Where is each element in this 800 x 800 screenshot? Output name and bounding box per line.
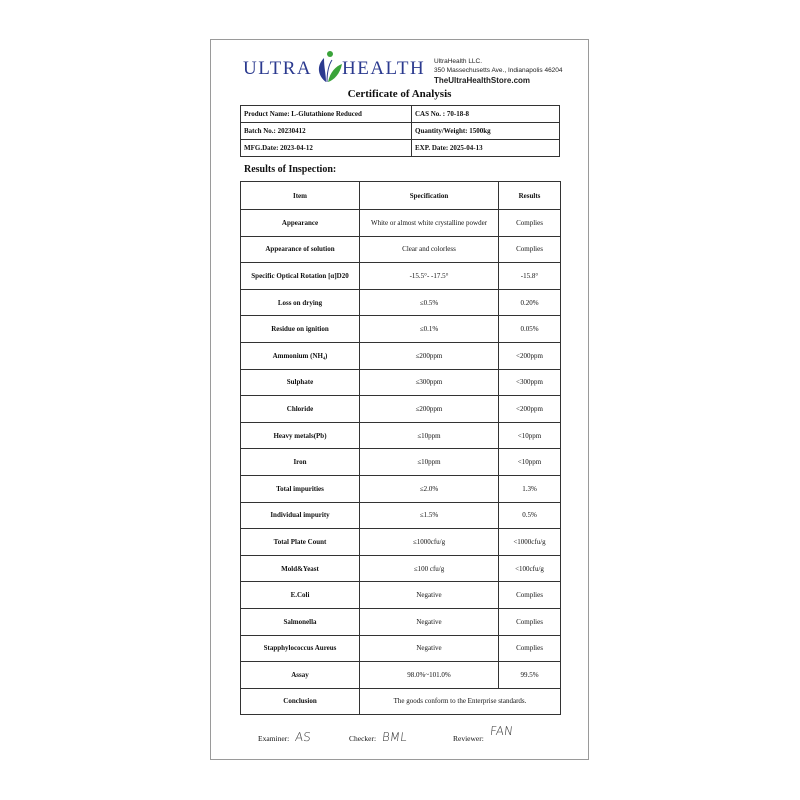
inspection-item: E.Coli <box>241 582 360 609</box>
inspection-specification: Negative <box>360 635 499 662</box>
inspection-specification: ≤100 cfu/g <box>360 555 499 582</box>
inspection-specification: ≤2.0% <box>360 475 499 502</box>
document-title: Certificate of Analysis <box>347 88 452 100</box>
table-row <box>241 555 561 582</box>
checker-label: Checker: <box>349 734 377 743</box>
inspection-result: Complies <box>499 635 561 662</box>
inspection-result: <100cfu/g <box>499 555 561 582</box>
table-row <box>241 289 561 316</box>
inspection-item: Salmonella <box>241 608 360 635</box>
inspection-item: Total impurities <box>241 475 360 502</box>
quantity-weight: Quantity/Weight: 1500kg <box>412 123 560 140</box>
table-row <box>241 635 561 662</box>
inspection-specification: ≤0.1% <box>360 316 499 343</box>
inspection-item: Individual impurity <box>241 502 360 529</box>
company-website: TheUltraHealthStore.com <box>434 76 531 85</box>
inspection-specification: 98.0%~101.0% <box>360 662 499 689</box>
table-row <box>241 475 561 502</box>
inspection-item: Stapphylococcus Aureus <box>241 635 360 662</box>
table-row <box>241 502 561 529</box>
checker-signature <box>349 728 407 746</box>
inspection-result: Complies <box>499 210 561 237</box>
inspection-item: Mold&Yeast <box>241 555 360 582</box>
company-address: 350 Massechusetts Ave., Indianapolis 46204 <box>434 66 563 74</box>
company-info <box>434 58 563 86</box>
inspection-item: Ammonium (NH₄) <box>241 342 360 369</box>
company-name: UltraHealth LLC. <box>434 58 483 65</box>
product-name: Product Name: L-Glutathione Reduced <box>241 106 412 123</box>
table-row <box>241 369 561 396</box>
inspection-specification: ≤1000cfu/g <box>360 529 499 556</box>
inspection-result: <10ppm <box>499 449 561 476</box>
table-row <box>241 316 561 343</box>
inspection-specification: ≤300ppm <box>360 369 499 396</box>
product-info-table <box>240 105 560 157</box>
inspection-item: Assay <box>241 662 360 689</box>
examiner-label: Examiner: <box>258 734 290 743</box>
checker-sign: BML <box>381 730 408 744</box>
inspection-result: 1.3% <box>499 475 561 502</box>
reviewer-sign: FAN <box>489 724 514 738</box>
examiner-sign: AS <box>294 730 312 744</box>
inspection-result: Complies <box>499 608 561 635</box>
table-row <box>241 342 561 369</box>
inspection-result: <300ppm <box>499 369 561 396</box>
inspection-item: Residue on ignition <box>241 316 360 343</box>
table-row <box>241 608 561 635</box>
mfg-date: MFG.Date: 2023-04-12 <box>241 140 412 157</box>
inspection-item: Appearance <box>241 210 360 237</box>
table-row <box>241 396 561 423</box>
inspection-item: Specific Optical Rotation [α]D20 <box>241 263 360 290</box>
inspection-item: Total Plate Count <box>241 529 360 556</box>
cas-number: CAS No. : 70-18-8 <box>412 106 560 123</box>
inspection-result: -15.8° <box>499 263 561 290</box>
inspection-result: <1000cfu/g <box>499 529 561 556</box>
column-header-item: Item <box>241 182 360 210</box>
inspection-specification: ≤10ppm <box>360 449 499 476</box>
logo-text-health: HEALTH <box>342 58 426 79</box>
inspection-specification: Negative <box>360 582 499 609</box>
inspection-specification: Clear and colorless <box>360 236 499 263</box>
reviewer-signature <box>453 724 514 746</box>
inspection-specification: ≤0.5% <box>360 289 499 316</box>
inspection-specification: Negative <box>360 608 499 635</box>
inspection-result: Complies <box>499 236 561 263</box>
inspection-result: <10ppm <box>499 422 561 449</box>
conclusion-text: The goods conform to the Enterprise standards. <box>360 688 561 715</box>
table-row <box>241 236 561 263</box>
table-row <box>241 263 561 290</box>
batch-number: Batch No.: 20230412 <box>241 123 412 140</box>
reviewer-label: Reviewer: <box>453 734 484 743</box>
leaf-logo-icon <box>312 50 344 84</box>
inspection-specification: White or almost white crystalline powder <box>360 210 499 237</box>
column-header-specification: Specification <box>360 182 499 210</box>
table-header-row <box>241 182 561 210</box>
inspection-specification: ≤1.5% <box>360 502 499 529</box>
inspection-item: Chloride <box>241 396 360 423</box>
inspection-result: <200ppm <box>499 396 561 423</box>
inspection-rows <box>241 210 561 689</box>
inspection-item: Appearance of solution <box>241 236 360 263</box>
inspection-specification: ≤200ppm <box>360 342 499 369</box>
column-header-results: Results <box>499 182 561 210</box>
table-row <box>241 422 561 449</box>
inspection-result: 0.05% <box>499 316 561 343</box>
table-row <box>241 582 561 609</box>
inspection-result: <200ppm <box>499 342 561 369</box>
table-row <box>241 449 561 476</box>
inspection-result: 0.20% <box>499 289 561 316</box>
inspection-specification: ≤200ppm <box>360 396 499 423</box>
results-heading: Results of Inspection: <box>244 164 337 175</box>
conclusion-row <box>241 688 561 715</box>
inspection-result: 0.5% <box>499 502 561 529</box>
table-row <box>241 529 561 556</box>
inspection-specification: ≤10ppm <box>360 422 499 449</box>
inspection-specification: -15.5°- -17.5° <box>360 263 499 290</box>
conclusion-label: Conclusion <box>241 688 360 715</box>
table-row <box>241 662 561 689</box>
exp-date: EXP. Date: 2025-04-13 <box>412 140 560 157</box>
inspection-item: Sulphate <box>241 369 360 396</box>
inspection-item: Loss on drying <box>241 289 360 316</box>
inspection-result: 99.5% <box>499 662 561 689</box>
table-row <box>241 210 561 237</box>
inspection-table <box>240 181 561 715</box>
inspection-result: Complies <box>499 582 561 609</box>
logo-text-ultra: ULTRA <box>243 58 313 79</box>
examiner-signature <box>258 728 311 746</box>
inspection-item: Iron <box>241 449 360 476</box>
inspection-item: Heavy metals(Pb) <box>241 422 360 449</box>
